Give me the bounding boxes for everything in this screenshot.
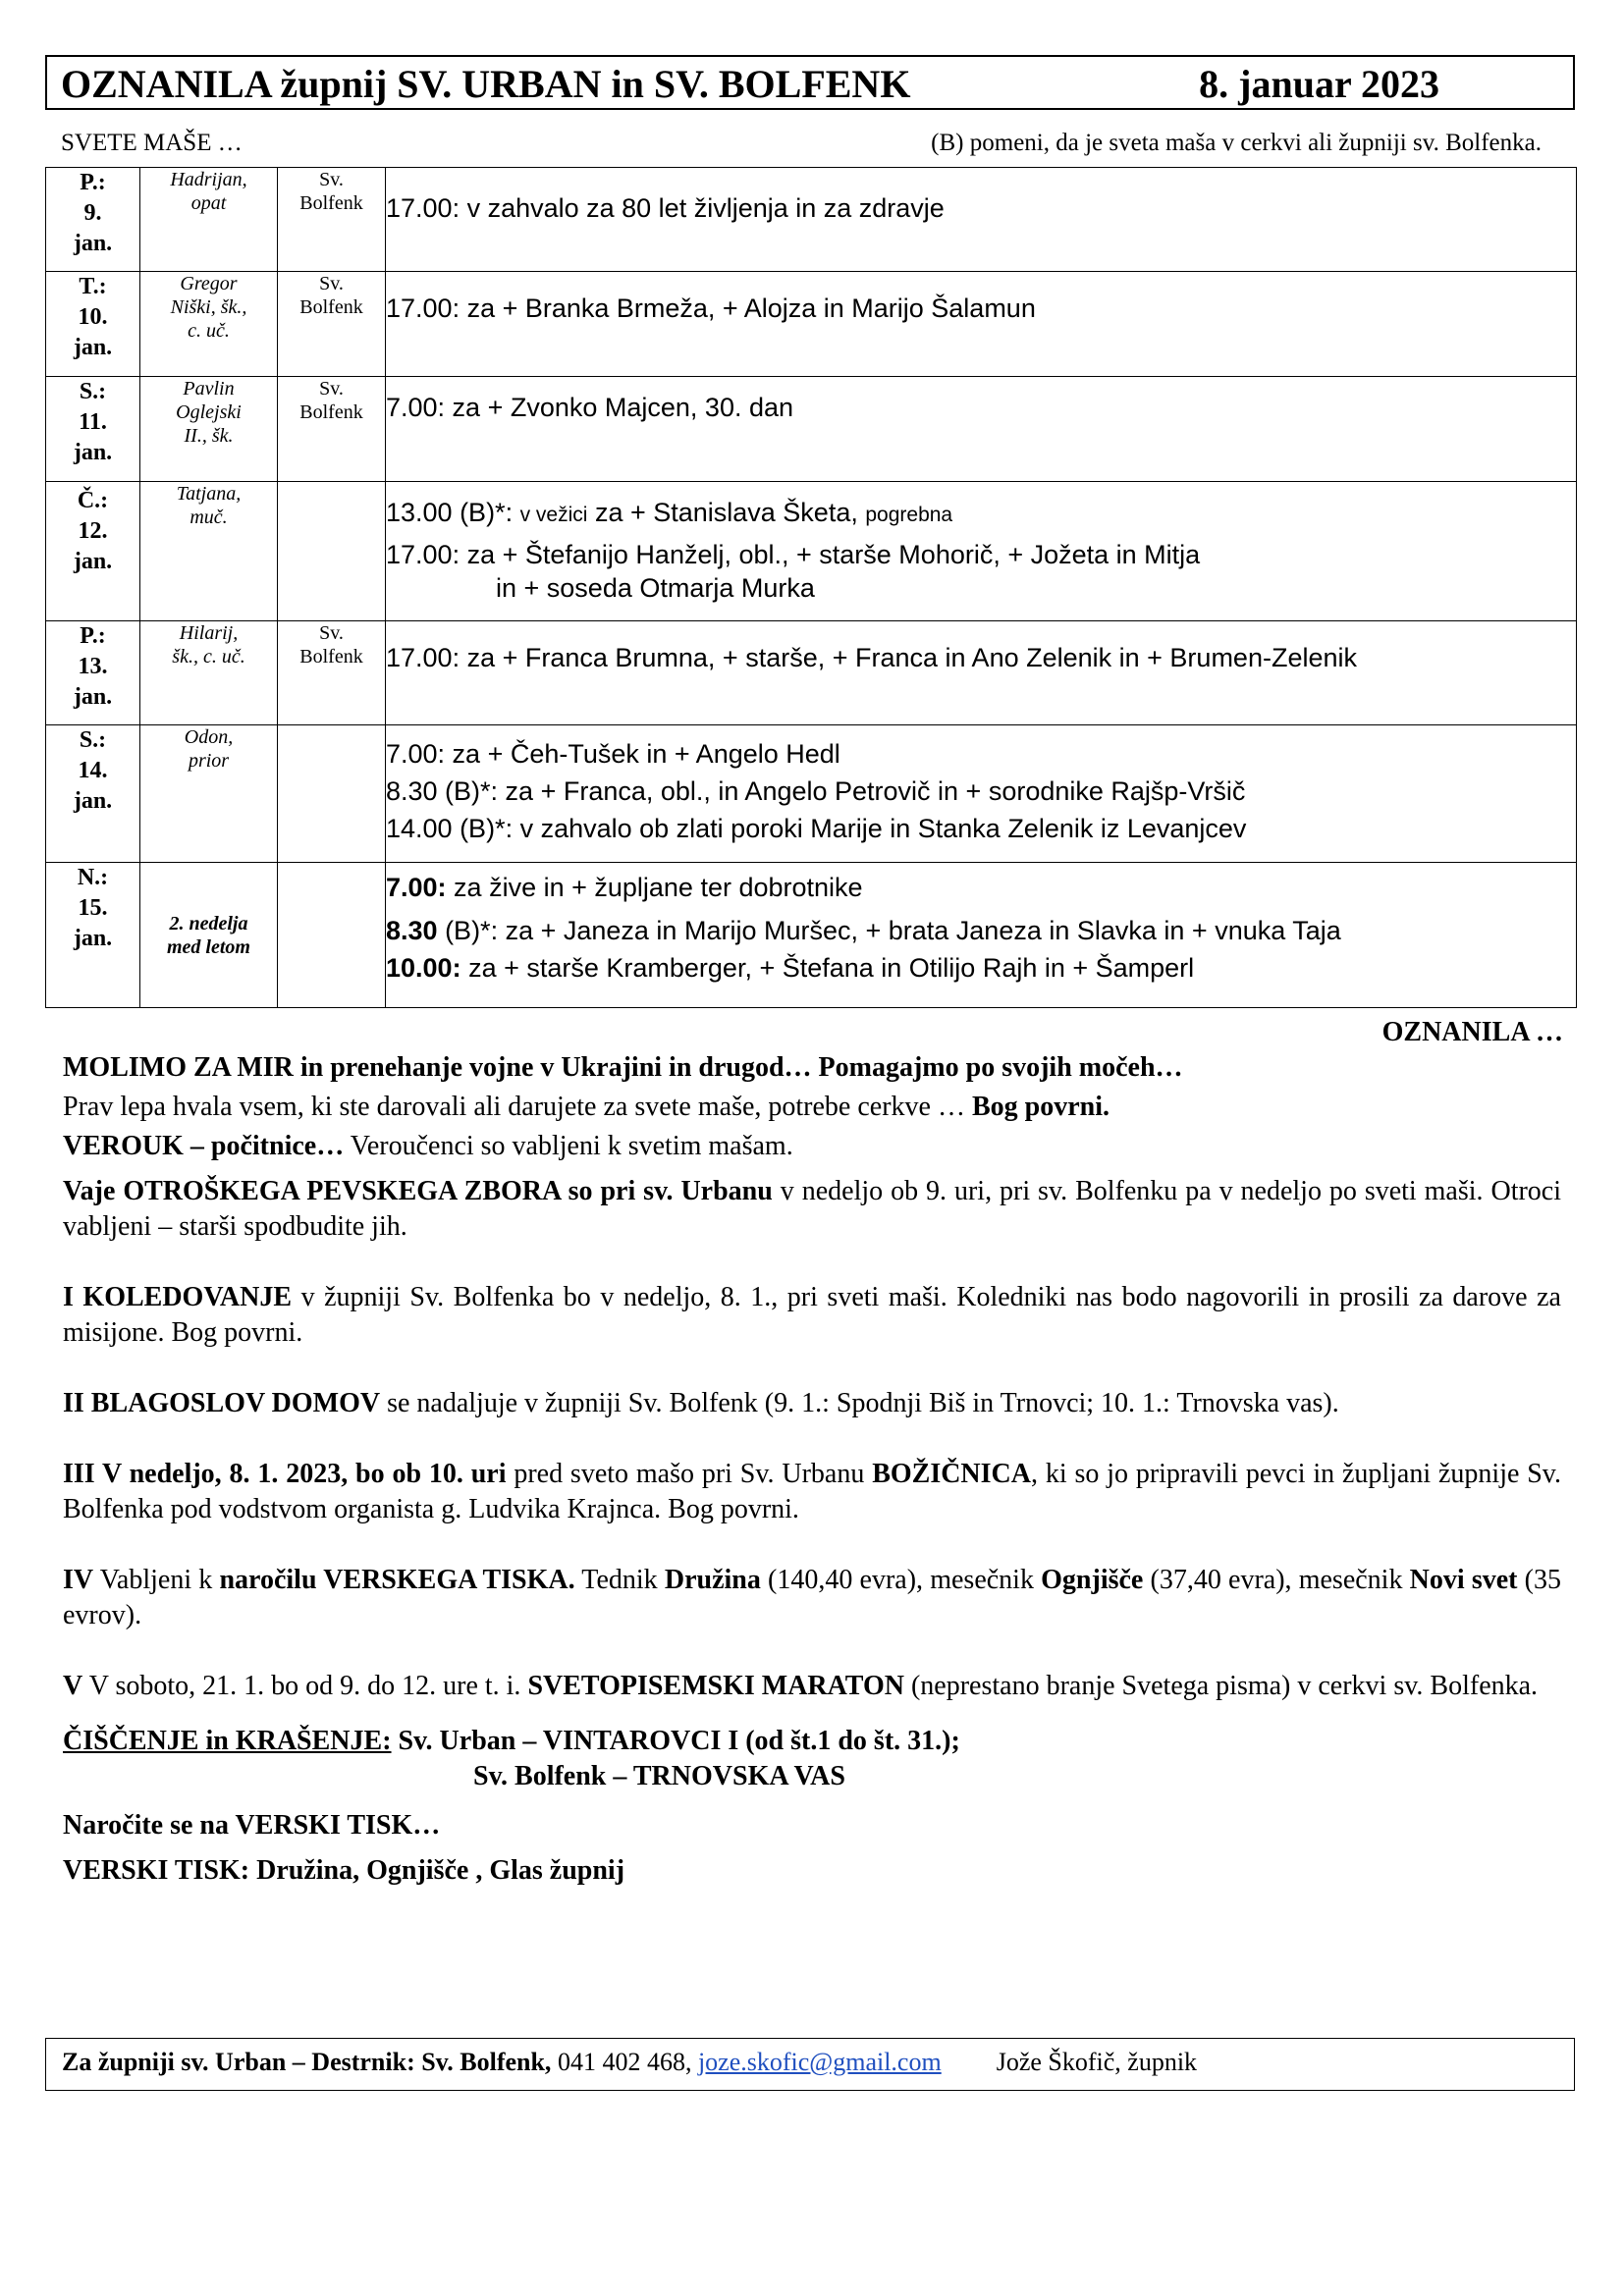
press-notice: VERSKI TISK: Družina, Ognjišče , Glas župnij [63, 1855, 625, 1886]
bulletin-date: 8. januar 2023 [1199, 62, 1439, 106]
footer-parish: Za župniji sv. Urban – Destrnik: Sv. Bolfenk, [62, 2048, 552, 2076]
saint-cell: Hilarij, šk., c. uč. [140, 621, 278, 725]
table-row [46, 621, 1577, 725]
table-row [46, 863, 1577, 1008]
day-cell: N.: 15. jan. [46, 863, 140, 1008]
saint-cell: Tatjana, muč. [140, 482, 278, 621]
notice-i: I KOLEDOVANJE v župniji Sv. Bolfenka bo v nedeljo, 8. 1., pri sveti maši. Koledniki nas bodo nagovorili in prosili za darove za misijone. Bog povrni. [63, 1282, 1561, 1348]
table-row [46, 272, 1577, 377]
church-cell [278, 863, 386, 1008]
email-link[interactable]: joze.skofic@gmail.com [697, 2048, 942, 2076]
church-cell: Sv. Bolfenk [278, 377, 386, 482]
peace-notice: MOLIMO ZA MIR in prenehanje vojne v Ukrajini in drugod… Pomagajmo po svojih močeh… [63, 1052, 1183, 1083]
table-row [46, 482, 1577, 621]
mass-times-cell: 7.00: za + Zvonko Majcen, 30. dan [386, 377, 1577, 482]
mass-times-cell: 17.00: za + Branka Brmeža, + Alojza in Marijo Šalamun [386, 272, 1577, 377]
church-cell: Sv. Bolfenk [278, 272, 386, 377]
table-row [46, 377, 1577, 482]
notice-iii: III V nedeljo, 8. 1. 2023, bo ob 10. uri pred sveto mašo pri Sv. Urbanu BOŽIČNICA, ki so jo pripravili pevci in župljani župnije Sv. Bolfenka pod vodstvom organista g. Ludvika Krajnca. Bog povrni. [63, 1459, 1561, 1524]
notices-section [63, 1050, 1561, 1889]
notice-v: V V soboto, 21. 1. bo od 9. do 12. ure t. i. SVETOPISEMSKI MARATON (neprestano branje Svetega pisma) v cerkvi sv. Bolfenka. [63, 1671, 1539, 1701]
notice-ii: II BLAGOSLOV DOMOV se nadaljuje v župniji Sv. Bolfenk (9. 1.: Spodnji Biš in Trnovci; 10. 1.: Trnovska vas). [63, 1388, 1339, 1418]
day-cell: P.: 13. jan. [46, 621, 140, 725]
masses-heading: SVETE MAŠE … [61, 130, 243, 156]
mass-times-cell: 17.00: v zahvalo za 80 let življenja in za zdravje [386, 168, 1577, 272]
day-cell: S.: 11. jan. [46, 377, 140, 482]
day-cell: Č.: 12. jan. [46, 482, 140, 621]
footer-priest: Jože Škofič, župnik [996, 2048, 1198, 2076]
saint-cell: Odon, prior [140, 725, 278, 863]
thanks-notice: Prav lepa hvala vsem, ki ste darovali ali darujete za svete maše, potrebe cerkve … Bog povrni. [63, 1092, 1110, 1122]
table-row [46, 168, 1577, 272]
table-row [46, 725, 1577, 863]
legend-note: (B) pomeni, da je sveta maša v cerkvi ali župniji sv. Bolfenka. [931, 130, 1542, 156]
church-cell [278, 482, 386, 621]
day-cell: T.: 10. jan. [46, 272, 140, 377]
saint-cell: 2. nedelja med letom [140, 863, 278, 1008]
day-cell: S.: 14. jan. [46, 725, 140, 863]
church-cell: Sv. Bolfenk [278, 621, 386, 725]
title-box [45, 55, 1575, 110]
mass-times-cell: 7.00: za + Čeh-Tušek in + Angelo Hedl 8.30 (B)*: za + Franca, obl., in Angelo Petrovič in + sorodnike Rajšp-Vršič 14.00 (B)*: v zahvalo ob zlati poroki Marije in Stanka Zelenik iz Levanjcev [386, 725, 1577, 863]
church-cell [278, 725, 386, 863]
church-cell: Sv. Bolfenk [278, 168, 386, 272]
mass-times-cell: 13.00 (B)*: v vežici za + Stanislava Šketa, pogrebna 17.00: za + Štefanijo Hanželj, obl., + starše Mohorič, + Jožeta in Mitja in + soseda Otmarja Murka [386, 482, 1577, 621]
order-notice: Naročite se na VERSKI TISK… [63, 1810, 441, 1841]
saint-cell: Gregor Niški, šk., c. uč. [140, 272, 278, 377]
choir-notice: Vaje OTROŠKEGA PEVSKEGA ZBORA so pri sv. Urbanu v nedeljo ob 9. uri, pri sv. Bolfenku pa v nedeljo po sveti maši. Otroci vabljeni – starši spodbudite jih. [63, 1176, 1562, 1242]
mass-times-cell: 7.00: za žive in + župljane ter dobrotnike 8.30 (B)*: za + Janeza in Marijo Muršec, + brata Janeza in Slavka in + vnuka Taja 10.00: za + starše Kramberger, + Štefana in Otilijo Rajh in + Šamperl [386, 863, 1577, 1008]
notice-iv: IV Vabljeni k naročilu VERSKEGA TISKA. Tednik Družina (140,40 evra), mesečnik Ognjišče (37,40 evra), mesečnik Novi svet (35 evrov). [63, 1565, 1561, 1630]
verouk-notice: VEROUK – počitnice… Veroučenci so vabljeni k svetim mašam. [63, 1131, 793, 1161]
mass-schedule-table [45, 167, 1577, 1008]
notices-heading: OZNANILA … [1381, 1017, 1563, 1047]
saint-cell: Pavlin Oglejski II., šk. [140, 377, 278, 482]
cleaning-notice-2: Sv. Bolfenk – TRNOVSKA VAS [473, 1761, 845, 1791]
footer-contact [45, 2038, 1575, 2091]
footer-phone: 041 402 468, [551, 2048, 698, 2076]
day-cell: P.: 9. jan. [46, 168, 140, 272]
cleaning-notice: ČIŠČENJE in KRAŠENJE: Sv. Urban – VINTAROVCI I (od št.1 do št. 31.); [63, 1726, 960, 1756]
page-title: OZNANILA župnij SV. URBAN in SV. BOLFENK [61, 62, 911, 106]
saint-cell: Hadrijan, opat [140, 168, 278, 272]
mass-times-cell: 17.00: za + Franca Brumna, + starše, + Franca in Ano Zelenik in + Brumen-Zelenik [386, 621, 1577, 725]
